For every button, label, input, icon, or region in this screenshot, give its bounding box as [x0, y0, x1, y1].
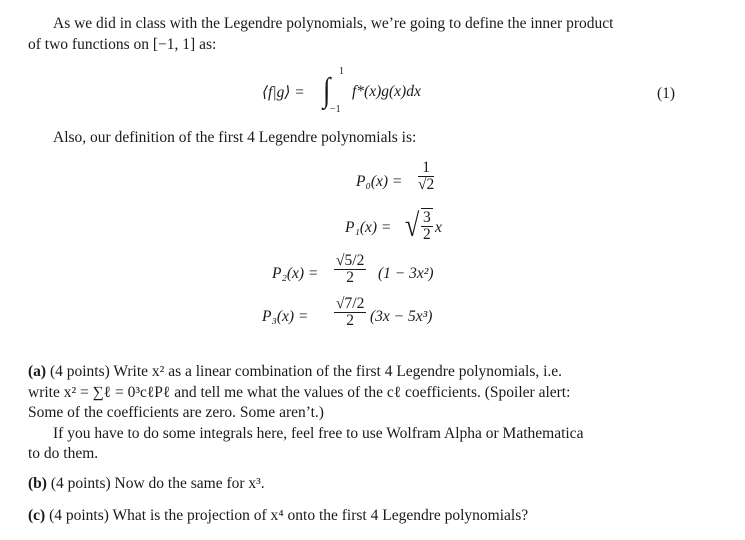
- eq1-integrand: f*(x)g(x)dx: [352, 83, 421, 100]
- part-a-line-4: If you have to do some integrals here, feel free to use Wolfram Alpha or Mathematica: [53, 425, 584, 442]
- p0-denominator: √2: [418, 176, 435, 193]
- p1-sqrt-sign: √: [405, 207, 420, 244]
- part-a-line-5: to do them.: [28, 445, 99, 462]
- eq1-upper-limit: 1: [339, 66, 344, 77]
- also-line: Also, our definition of the first 4 Legendre polynomials is:: [53, 129, 417, 146]
- part-a-line-2: write x² = ∑ℓ = 0³cℓPℓ and tell me what the values of the cℓ coefficients. (Spoiler alert:: [28, 384, 571, 401]
- p3-tail: (3x − 5x³): [370, 308, 433, 325]
- intro-line-2-end: as:: [195, 36, 217, 53]
- part-c-text: (4 points) What is the projection of x⁴ onto the first 4 Legendre polynomials?: [49, 507, 529, 524]
- p2-fraction: [334, 253, 366, 286]
- equation-number: (1): [657, 85, 676, 102]
- p3-numerator: √7/2: [336, 295, 365, 312]
- eq1-lhs: ⟨f|g⟩ =: [262, 84, 305, 101]
- integral-sign: ∫: [322, 72, 331, 109]
- p1-denominator: 2: [423, 226, 431, 243]
- part-b-label: (b): [28, 475, 47, 492]
- p2-denominator: 2: [346, 269, 355, 286]
- p1-fraction: [421, 208, 433, 243]
- part-a-text-1: (4 points) Write x² as a linear combination of the first 4 Legendre polynomials, i.e.: [49, 363, 563, 380]
- p0-numerator: 1: [418, 160, 434, 177]
- p2-tail: (1 − 3x²): [378, 265, 434, 282]
- part-b-text: (4 points) Now do the same for x³.: [50, 475, 265, 492]
- part-c: [28, 506, 528, 525]
- p3-denominator: 2: [346, 312, 355, 329]
- part-b: [28, 474, 265, 493]
- p1-lhs: P₁(x) =: [345, 219, 392, 236]
- part-a-line-3: Some of the coefficients are zero. Some aren’t.): [28, 404, 324, 421]
- p1-numerator: 3: [423, 209, 431, 226]
- intro-line-1: As we did in class with the Legendre polynomials, we’re going to define the inner product: [53, 15, 614, 32]
- eq1-lower-limit: −1: [330, 104, 341, 115]
- part-a-label: (a): [28, 363, 47, 380]
- p0-fraction: [418, 160, 434, 193]
- part-a-line-1: [28, 362, 562, 381]
- part-c-label: (c): [28, 507, 46, 524]
- intro-line-2: [28, 35, 216, 54]
- p3-lhs: P₃(x) =: [262, 308, 309, 325]
- p2-lhs: P₂(x) =: [272, 265, 319, 282]
- p3-fraction: [334, 296, 366, 329]
- intro-line-2-text: of two functions on: [28, 36, 153, 53]
- p1-x: x: [435, 219, 442, 236]
- p0-lhs: P₀(x) =: [356, 173, 403, 190]
- p2-numerator: √5/2: [336, 252, 365, 269]
- interval: [−1, 1]: [152, 36, 196, 53]
